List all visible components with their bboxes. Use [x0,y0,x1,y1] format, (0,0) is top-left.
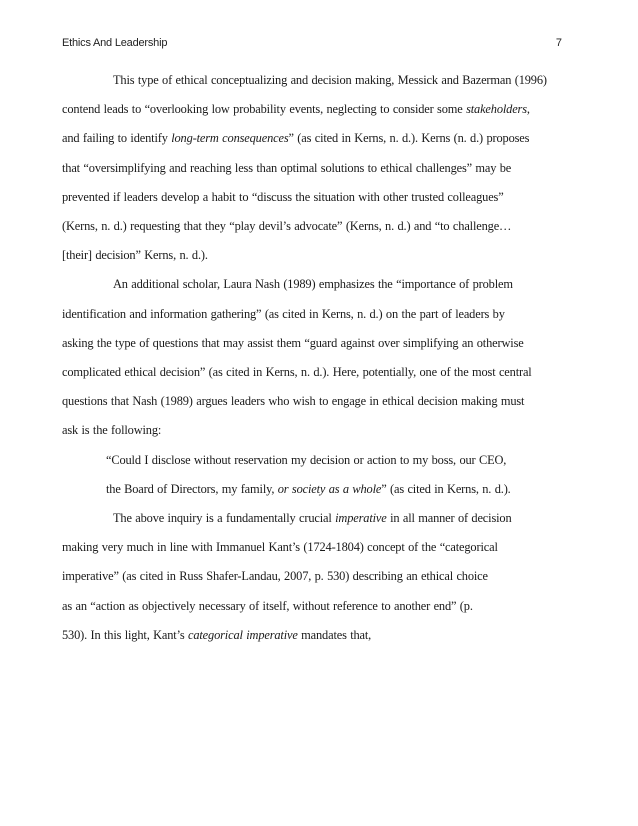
text-line [62,621,568,650]
text-line: An additional scholar, Laura Nash (1989) emphasizes the “importance of problem [113,277,513,292]
emphasis-text: or society as a whole [277,481,382,496]
text-line: “Could I disclose without reservation my decision or action to my boss, our CEO, [106,452,507,467]
paragraph-2 [62,270,568,445]
emphasis-text: imperative [335,511,387,526]
text-run: The above inquiry is a fundamentally crucial [113,511,336,526]
paragraph-1 [62,66,568,270]
text-run: the Board of Directors, my family, [106,481,278,496]
text-line [62,475,568,504]
text-run: 530). In this light, Kant’s [62,627,188,642]
text-line [62,95,568,124]
text-line: making very much in line with Immanuel Kant’s (1724-1804) concept of the “categorical [62,540,498,555]
text-line: [their] decision” Kerns, n. d.). [62,248,208,263]
text-run: , [526,102,530,117]
emphasis-text: categorical imperative [188,627,298,642]
block-quote [62,446,568,504]
text-line: asking the type of questions that may assist them “guard against over simplifying an otherwise [62,335,524,350]
text-line: (Kerns, n. d.) requesting that they “play devil’s advocate” (Kerns, n. d.) and “to challenge… [62,219,512,234]
emphasis-text: long-term consequences [171,131,289,146]
body-text [62,66,568,650]
paragraph-3 [62,504,568,650]
text-line: ask is the following: [62,423,162,438]
text-line: prevented if leaders develop a habit to “discuss the situation with other trusted colleagues” [62,189,504,204]
text-line: imperative” (as cited in Russ Shafer-Landau, 2007, p. 530) describing an ethical choice [62,569,488,584]
text-run: in all manner of decision [386,511,512,526]
text-run: contend leads to “overlooking low probability events, neglecting to consider some [62,102,467,117]
text-line: questions that Nash (1989) argues leaders who wish to engage in ethical decision making must [62,394,525,409]
text-line: that “oversimplifying and reaching less than optimal solutions to ethical challenges” may be [62,160,512,175]
text-run: ” (as cited in Kerns, n. d.). [381,481,511,496]
text-line: complicated ethical decision” (as cited in Kerns, n. d.). Here, potentially, one of the most central [62,365,532,380]
text-run: and failing to identify [62,131,172,146]
text-line: This type of ethical conceptualizing and decision making, Messick and Bazerman (1996) [113,73,547,87]
text-line: as an “action as objectively necessary of itself, without reference to another end” (p. [62,598,473,613]
text-run: mandates that, [297,627,372,642]
text-line [62,504,568,533]
text-line [62,124,568,153]
text-run: ” (as cited in Kerns, n. d.). Kerns (n. d.) proposes [288,131,530,146]
text-line: identification and information gathering” (as cited in Kerns, n. d.) on the part of leaders by [62,306,505,321]
emphasis-text: stakeholders [466,102,527,117]
running-head: Ethics And Leadership [62,37,168,49]
page-number: 7 [555,37,562,49]
